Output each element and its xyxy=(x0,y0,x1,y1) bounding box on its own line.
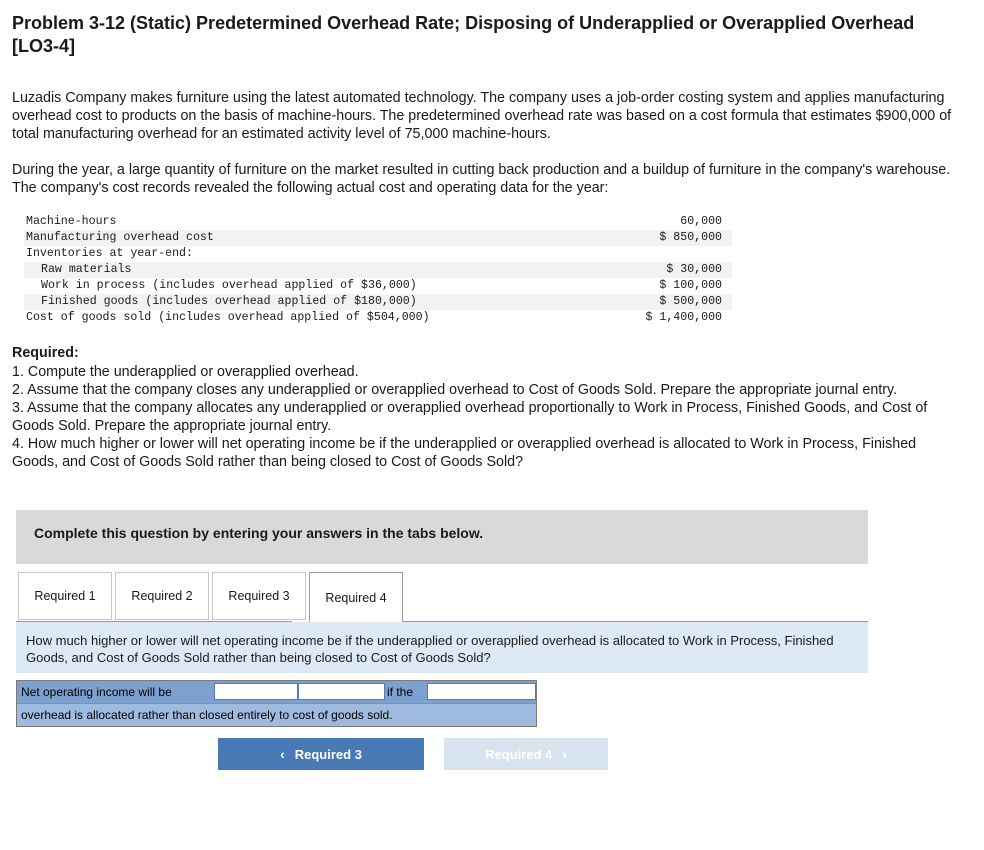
cost-data-label: Work in process (includes overhead applied of $36,000) xyxy=(41,279,417,292)
cost-data-row xyxy=(24,230,732,246)
answer-row-1 xyxy=(17,681,536,703)
tab-required-3[interactable]: Required 3 xyxy=(212,572,306,620)
cost-data-label: Raw materials xyxy=(24,262,488,278)
problem-intro-2: During the year, a large quantity of furniture on the market resulted in cutting back production and a buildup of furniture in the company's warehouse. The company's cost records revealed the following actual cost and operating data for the year: xyxy=(12,162,951,196)
previous-tab-button[interactable] xyxy=(218,738,424,770)
cost-data-value: $ 500,000 xyxy=(488,294,732,310)
chevron-left-icon: ‹ xyxy=(280,746,285,762)
answer-form xyxy=(16,680,537,727)
answer-label-start: Net operating income will be xyxy=(21,685,172,699)
next-tab-label: Required 4 xyxy=(485,746,553,762)
cost-data-label: Finished goods (includes overhead applied of $180,000) xyxy=(24,294,488,310)
cost-data-value: $ 850,000 xyxy=(488,230,732,246)
cost-data-label: Cost of goods sold (includes overhead applied of $504,000) xyxy=(26,311,430,324)
amount-input[interactable] xyxy=(214,683,298,700)
cost-data-label: Manufacturing overhead cost xyxy=(24,230,488,246)
answer-row-2 xyxy=(17,704,536,726)
cost-data-label: Machine-hours xyxy=(26,215,117,228)
under-over-select[interactable] xyxy=(427,683,536,700)
question-panel xyxy=(16,622,868,673)
cost-data-row xyxy=(24,294,732,310)
required-list xyxy=(12,363,962,471)
cost-data-row xyxy=(24,262,732,278)
tab-required-1[interactable]: Required 1 xyxy=(18,572,112,620)
tab-required-2[interactable]: Required 2 xyxy=(115,572,209,620)
problem-title: Problem 3-12 (Static) Predetermined Overhead Rate; Disposing of Underapplied or Overapplied Overhead [LO3-4] xyxy=(12,13,915,56)
required-heading: Required: xyxy=(12,345,79,361)
banner-text: Complete this question by entering your answers in the tabs below. xyxy=(34,525,484,541)
next-tab-button[interactable] xyxy=(444,738,608,770)
problem-intro: Luzadis Company makes furniture using the latest automated technology. The company uses a job-order costing system and applies manufacturing overhead cost to products on the basis of machine-hours. The predetermined overhead rate was based on a cost formula that estimates $900,000 of total manufacturing overhead for an estimated activity level of 75,000 machine-hours. xyxy=(12,90,952,142)
cost-data-table xyxy=(24,214,732,326)
answer-label-end: overhead is allocated rather than closed entirely to cost of goods sold. xyxy=(21,708,393,722)
cost-data-label: Inventories at year-end: xyxy=(26,247,193,260)
instructions-banner xyxy=(16,510,868,564)
cost-data-row xyxy=(24,310,732,326)
cost-data-row xyxy=(24,214,732,230)
chevron-right-icon: › xyxy=(562,746,567,762)
higher-lower-select[interactable] xyxy=(298,683,385,700)
answer-label-mid: if the xyxy=(387,685,414,699)
tab-required-4[interactable]: Required 4 xyxy=(309,572,403,622)
cost-data-value: $ 30,000 xyxy=(488,262,732,278)
cost-data-row xyxy=(24,278,732,294)
cost-data-value: 60,000 xyxy=(680,215,722,228)
required-item: 3. Assume that the company allocates any underapplied or overapplied overhead proportionally to Work in Process, Finished Goods, and Cost of Goods Sold. Prepare the appropriate journal entry. xyxy=(12,400,928,434)
cost-data-row xyxy=(24,246,732,262)
previous-tab-label: Required 3 xyxy=(294,746,362,762)
cost-data-value xyxy=(488,246,732,262)
required-item: 1. Compute the underapplied or overapplied overhead. xyxy=(12,364,359,380)
cost-data-value: $ 100,000 xyxy=(659,279,722,292)
required-item: 4. How much higher or lower will net operating income be if the underapplied or overapplied overhead is allocated to Work in Process, Finished Goods, and Cost of Goods Sold rather than being closed to Cost of Goods Sold? xyxy=(12,436,917,470)
required-item: 2. Assume that the company closes any underapplied or overapplied overhead to Cost of Goods Sold. Prepare the appropriate journal entry. xyxy=(12,382,898,398)
cost-data-value: $ 1,400,000 xyxy=(645,311,722,324)
question-text: How much higher or lower will net operating income be if the underapplied or overapplied overhead is allocated to Work in Process, Finished Goods, and Cost of Goods Sold rather than being closed to Cost of Goods Sold? xyxy=(26,633,834,665)
